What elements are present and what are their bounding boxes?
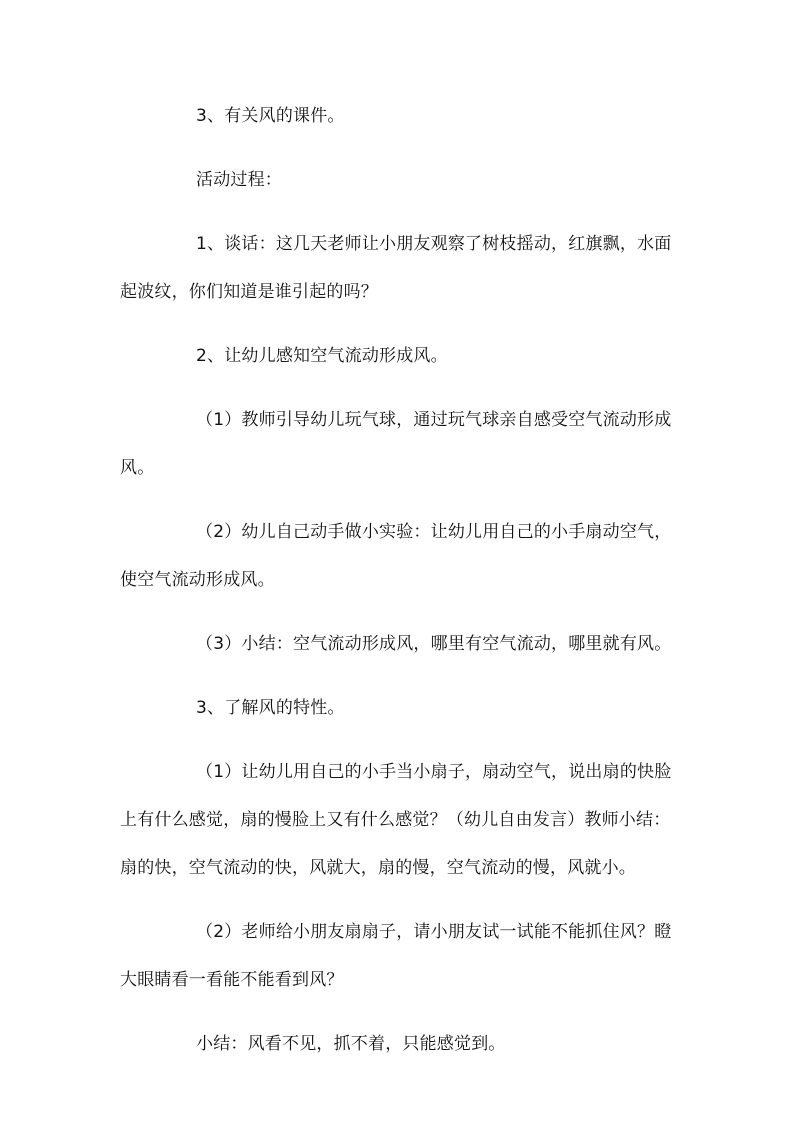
paragraph-fan-hand: （1）让幼儿用自己的小手当小扇子，扇动空气，说出扇的快脸上有什么感觉，扇的慢脸上又有什么感觉？（幼儿自由发言）教师小结：扇的快，空气流动的快，风就大，扇的慢，空气流动的慢，风就小。 (120, 762, 672, 878)
document-body (120, 92, 685, 1084)
paragraph-summary-2: 小结：风看不见，抓不着，只能感觉到。 (196, 1034, 506, 1054)
paragraph-talk: 1、谈话：这几天老师让小朋友观察了树枝摇动，红旗飘，水面起波纹，你们知道是谁引起的吗？ (120, 234, 672, 302)
paragraph-wind-features: 3、了解风的特性。 (196, 698, 345, 718)
paragraph-materials-3: 3、有关风的课件。 (196, 106, 345, 126)
paragraph-activity-process: 活动过程： (196, 170, 282, 190)
paragraph-summary-1: （3）小结：空气流动形成风，哪里有空气流动，哪里就有风。 (196, 634, 672, 654)
paragraph-balloon: （1）教师引导幼儿玩气球，通过玩气球亲自感受空气流动形成风。 (120, 410, 672, 478)
paragraph-perceive-wind: 2、让幼儿感知空气流动形成风。 (196, 346, 448, 366)
paragraph-experiment: （2）幼儿自己动手做小实验：让幼儿用自己的小手扇动空气，使空气流动形成风。 (120, 522, 672, 590)
paragraph-fan-teacher: （2）老师给小朋友扇扇子，请小朋友试一试能不能抓住风？瞪大眼睛看一看能不能看到风？ (120, 922, 672, 990)
